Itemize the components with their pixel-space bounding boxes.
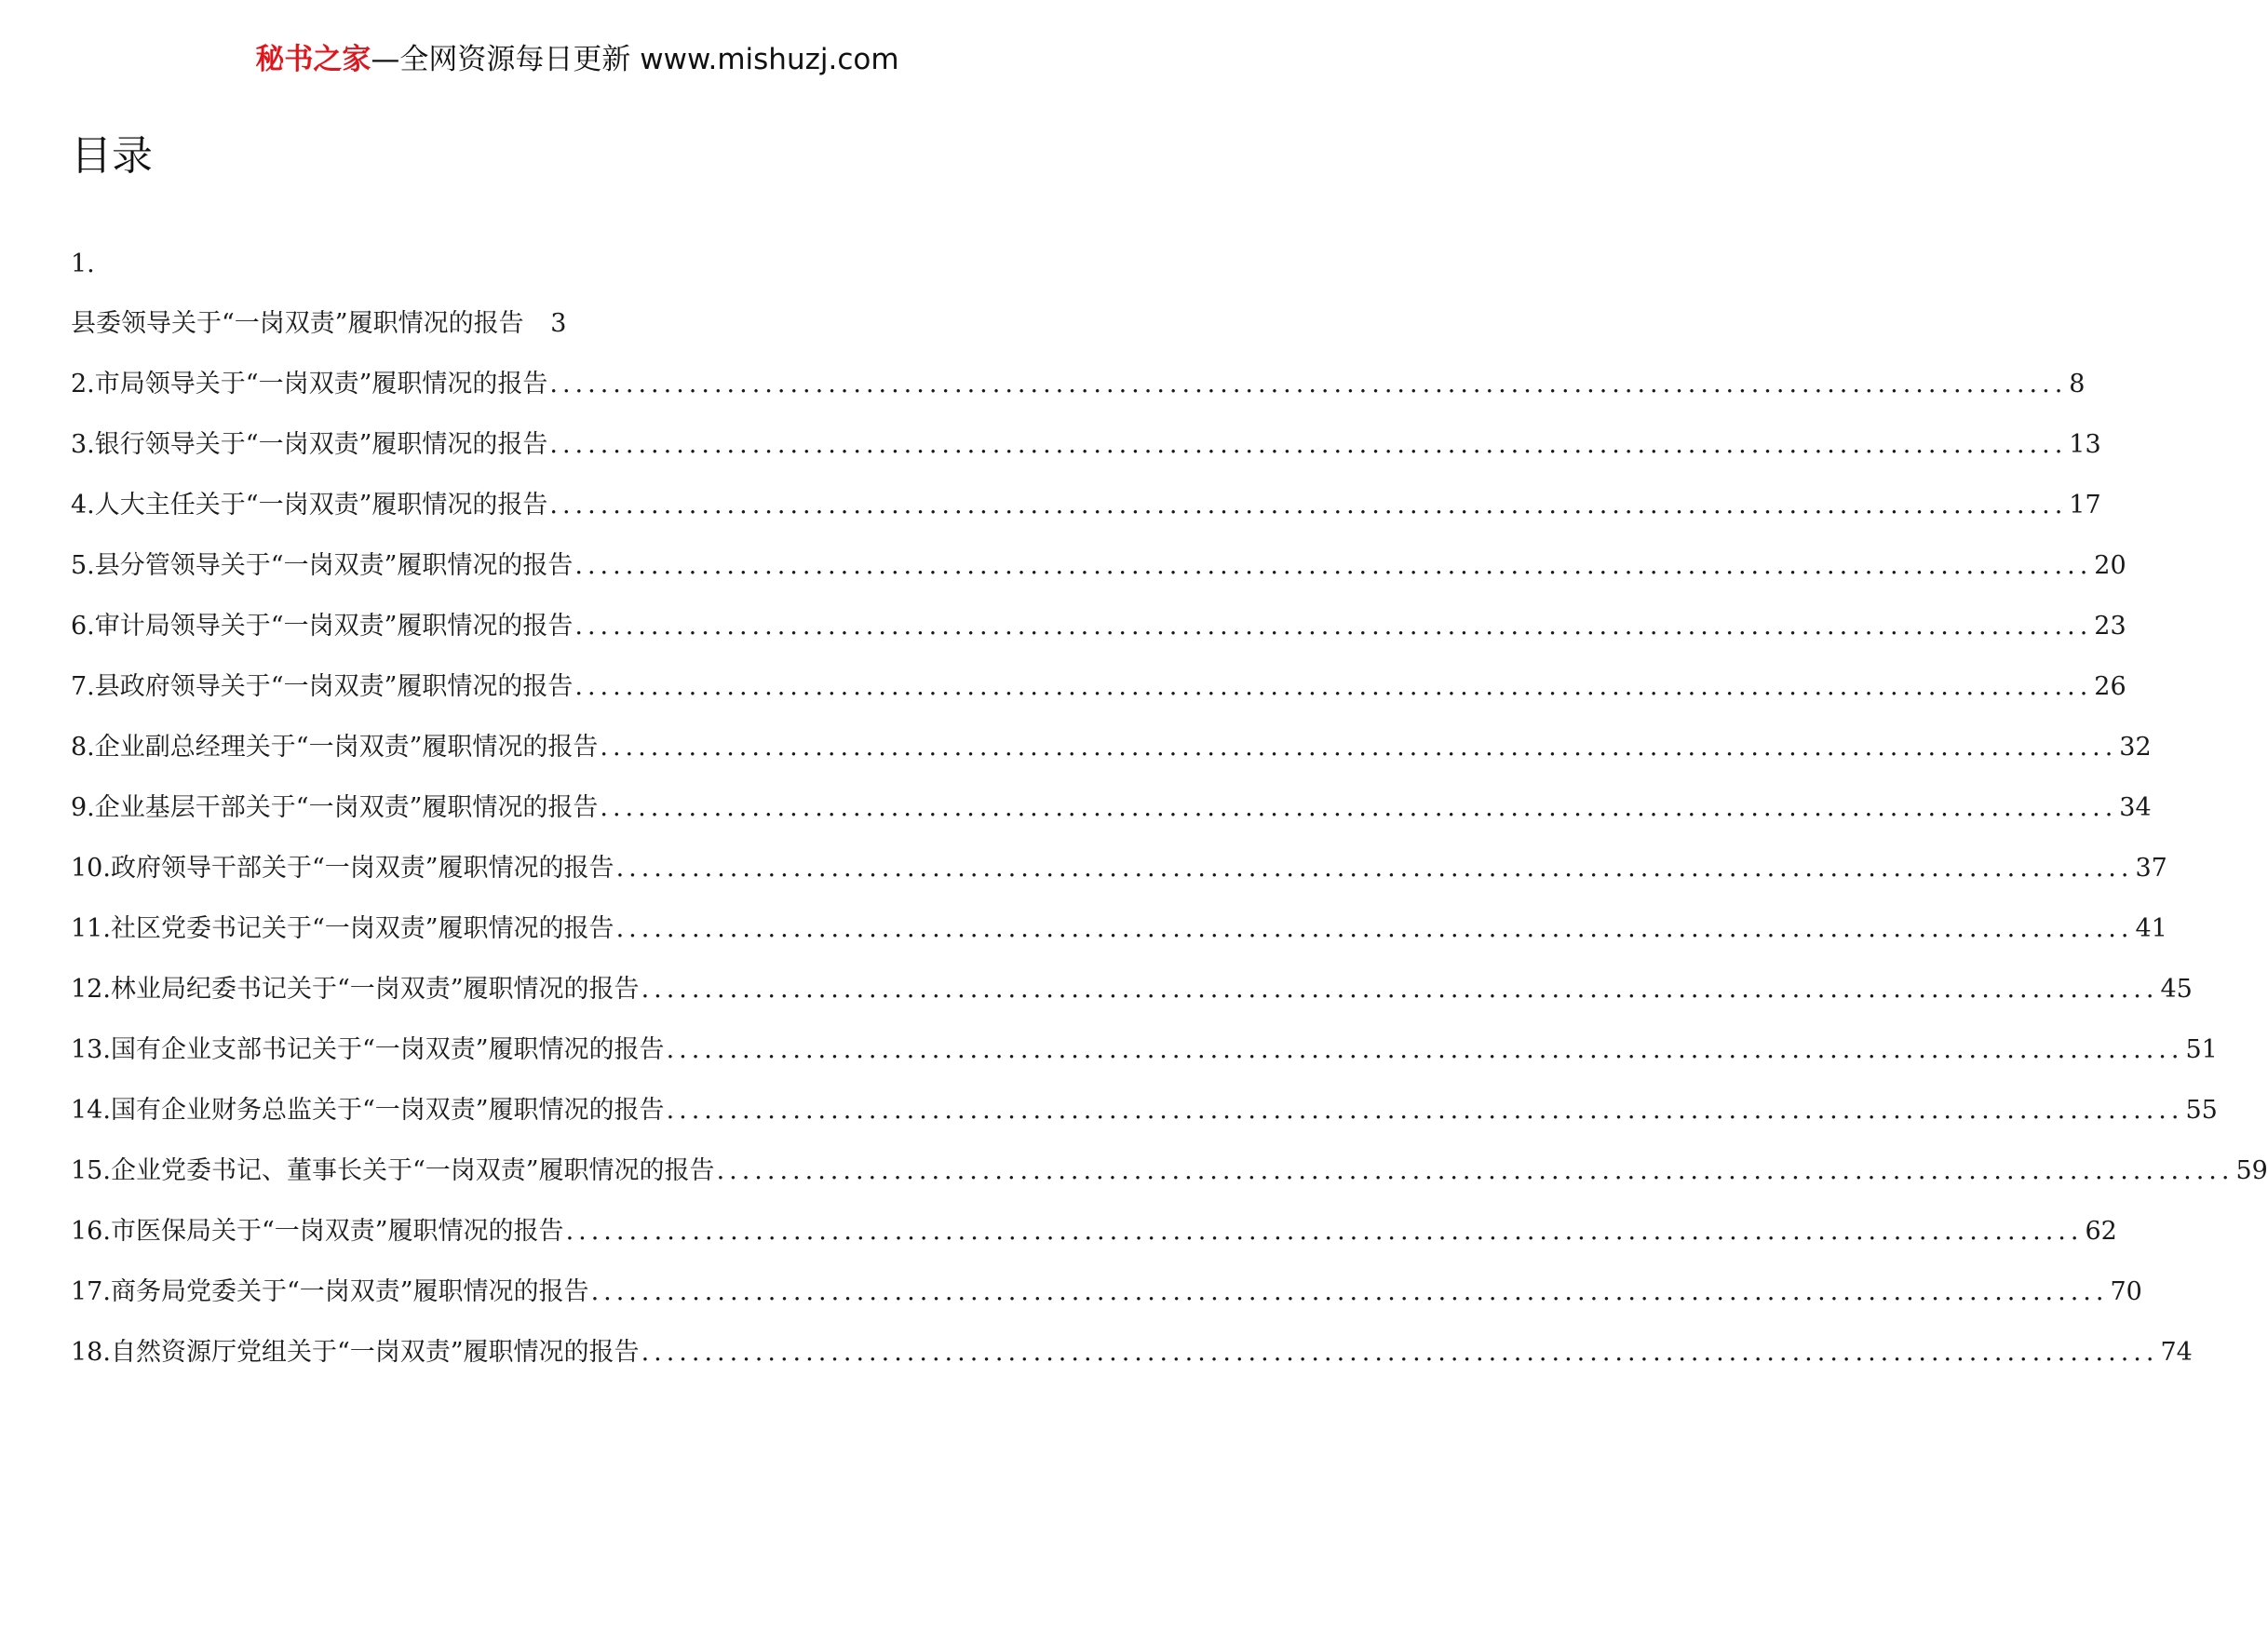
toc-entry-label: 13.: [71, 1035, 111, 1064]
toc-entry-title: 县委领导关于“一岗双责”履职情况的报告: [71, 309, 524, 338]
toc-entry[interactable]: [71, 777, 2152, 838]
toc-entry[interactable]: [71, 596, 2126, 656]
toc-entry-label: 1.: [71, 250, 95, 278]
toc-entry-label: 5.: [71, 551, 95, 580]
toc-entry-title: 县政府领导关于“一岗双责”履职情况的报告: [94, 672, 574, 701]
watermark-brand: 秘书之家: [255, 43, 371, 76]
toc-entry-text: [71, 1262, 589, 1322]
toc-entry-title: 商务局党委关于“一岗双责”履职情况的报告: [110, 1277, 589, 1306]
toc-leader-dots: ........................................................................................................................: [549, 370, 2068, 398]
toc-leader-dots: ........................................................................................................................: [615, 914, 2134, 943]
toc-entry-page: 17: [2069, 491, 2101, 520]
toc-entry-title: 自然资源厅党组关于“一岗双责”履职情况的报告: [110, 1338, 640, 1367]
toc-entry-text: [71, 1201, 564, 1262]
toc-entry-page: 45: [2160, 975, 2193, 1004]
toc-entry-title: 人大主任关于“一岗双责”履职情况的报告: [94, 491, 548, 520]
toc-entry-page: 62: [2085, 1217, 2117, 1246]
toc-entry[interactable]: [71, 717, 2152, 777]
toc-entry[interactable]: [71, 1019, 2218, 1080]
toc-leader-dots: ........................................................................................................................: [574, 672, 2093, 701]
toc-entry-1-title-line[interactable]: [71, 293, 1084, 354]
toc-entry-text: [71, 777, 598, 838]
watermark-header: [0, 39, 1154, 80]
toc-entry-title: 市局领导关于“一岗双责”履职情况的报告: [94, 370, 548, 398]
toc-leader-dots: ........................................................................................................................: [574, 551, 2093, 580]
toc-entry-title: 县分管领导关于“一岗双责”履职情况的报告: [94, 551, 574, 580]
toc-entry[interactable]: [71, 959, 2193, 1019]
toc-entry-title: 企业基层干部关于“一岗双责”履职情况的报告: [94, 793, 599, 822]
toc-entry-page: 13: [2069, 430, 2101, 459]
toc-entry[interactable]: [71, 656, 2126, 717]
toc-entry-title: 审计局领导关于“一岗双责”履职情况的报告: [94, 612, 574, 641]
toc-entry-text: [71, 959, 640, 1019]
toc-entry-text: [71, 838, 614, 898]
toc-entry-title: 社区党委书记关于“一岗双责”履职情况的报告: [110, 914, 614, 943]
toc-entry-text: [71, 1322, 640, 1383]
toc-entry-page: 41: [2135, 914, 2167, 943]
toc-entry-title: 企业副总经理关于“一岗双责”履职情况的报告: [94, 733, 599, 762]
toc-leader-dots: ........................................................................................................................: [641, 975, 2159, 1004]
toc-entry-page: 51: [2185, 1035, 2218, 1064]
toc-entry-label: 18.: [71, 1338, 111, 1367]
toc-entry-title: 林业局纪委书记关于“一岗双责”履职情况的报告: [110, 975, 640, 1004]
toc-leader-dots: ........................................................................................................................: [590, 1277, 2109, 1306]
toc-leader-dots: ........................................................................................................................: [666, 1035, 2184, 1064]
toc-entry-title: 国有企业支部书记关于“一岗双责”履职情况的报告: [110, 1035, 665, 1064]
toc-entry-page: 74: [2160, 1338, 2193, 1367]
toc-entry[interactable]: [71, 838, 2167, 898]
toc-leader-dots: ........................................................................................................................: [600, 793, 2118, 822]
toc-entry-1-number[interactable]: [71, 235, 1084, 293]
toc-entry-label: 17.: [71, 1277, 111, 1306]
toc-entry-text: [71, 1080, 665, 1140]
toc-entry[interactable]: [71, 414, 2101, 475]
toc-entry-page: 34: [2119, 793, 2152, 822]
toc-entry-text: [71, 354, 547, 414]
toc-leader-dots: ........................................................................................................................: [600, 733, 2118, 762]
toc-entry[interactable]: [71, 1080, 2218, 1140]
toc-entry-title: 企业党委书记、董事长关于“一岗双责”履职情况的报告: [110, 1156, 715, 1185]
toc-entry[interactable]: [71, 1140, 2268, 1201]
toc-entry-label: 12.: [71, 975, 111, 1004]
toc-entry[interactable]: [71, 1262, 2142, 1322]
toc-entry-text: [71, 656, 573, 717]
toc-title: 目录: [71, 132, 153, 180]
toc-entry[interactable]: [71, 898, 2167, 959]
toc-entry-label: 2.: [71, 370, 95, 398]
toc-entry-label: 7.: [71, 672, 95, 701]
toc-leader-dots: ........................................................................................................................: [641, 1338, 2159, 1367]
toc-entry-page: 32: [2119, 733, 2152, 762]
toc-entry-label: 11.: [71, 914, 111, 943]
toc-entry-text: [71, 414, 547, 475]
watermark-text: —全网资源每日更新 www.mishuzj.com: [371, 43, 899, 76]
toc-leader-dots: ........................................................................................................................: [666, 1096, 2184, 1125]
toc-entry-page: 23: [2094, 612, 2126, 641]
toc-entry[interactable]: [71, 475, 2101, 535]
table-of-contents: [71, 235, 2268, 1383]
toc-entry-page: 20: [2094, 551, 2126, 580]
toc-leader-dots: ........................................................................................................................: [549, 491, 2068, 520]
toc-leader-dots: ........................................................................................................................: [549, 430, 2068, 459]
toc-entry-page: 26: [2094, 672, 2126, 701]
toc-entry-label: 15.: [71, 1156, 111, 1185]
toc-entry-text: [71, 596, 573, 656]
toc-entry-label: 3.: [71, 430, 95, 459]
toc-entry[interactable]: [71, 1322, 2193, 1383]
toc-entry-text: [71, 1019, 665, 1080]
toc-entry-page: 8: [2069, 370, 2086, 398]
toc-leader-dots: ........................................................................................................................: [716, 1156, 2234, 1185]
toc-entry[interactable]: [71, 1201, 2117, 1262]
toc-leader-dots: ........................................................................................................................: [565, 1217, 2084, 1246]
toc-entry[interactable]: [71, 535, 2126, 596]
toc-entry-label: 9.: [71, 793, 95, 822]
toc-entry-label: 16.: [71, 1217, 111, 1246]
toc-entry-label: 4.: [71, 491, 95, 520]
toc-entry-label: 10.: [71, 854, 111, 883]
toc-entry-title: 银行领导关于“一岗双责”履职情况的报告: [94, 430, 548, 459]
toc-entry-page: 3: [550, 309, 567, 338]
toc-entry-label: 14.: [71, 1096, 111, 1125]
toc-entry-page: 55: [2185, 1096, 2218, 1125]
toc-entry-text: [71, 475, 547, 535]
toc-entry[interactable]: [71, 354, 2086, 414]
toc-entry-title: 国有企业财务总监关于“一岗双责”履职情况的报告: [110, 1096, 665, 1125]
toc-entry-page: 70: [2110, 1277, 2142, 1306]
toc-entry-text: [71, 717, 598, 777]
toc-entry-title: 市医保局关于“一岗双责”履职情况的报告: [110, 1217, 564, 1246]
toc-leader-dots: ........................................................................................................................: [615, 854, 2134, 883]
toc-entry-label: 6.: [71, 612, 95, 641]
toc-leader-dots: ........................................................................................................................: [574, 612, 2093, 641]
toc-entry-text: [71, 1140, 715, 1201]
toc-entry-text: [71, 898, 614, 959]
toc-entry-page: 37: [2135, 854, 2167, 883]
toc-entry-text: [71, 535, 573, 596]
toc-entry-page: 59: [2235, 1156, 2268, 1185]
toc-entry-list: [71, 354, 2268, 1383]
toc-entry-label: 8.: [71, 733, 95, 762]
toc-entry-title: 政府领导干部关于“一岗双责”履职情况的报告: [110, 854, 614, 883]
